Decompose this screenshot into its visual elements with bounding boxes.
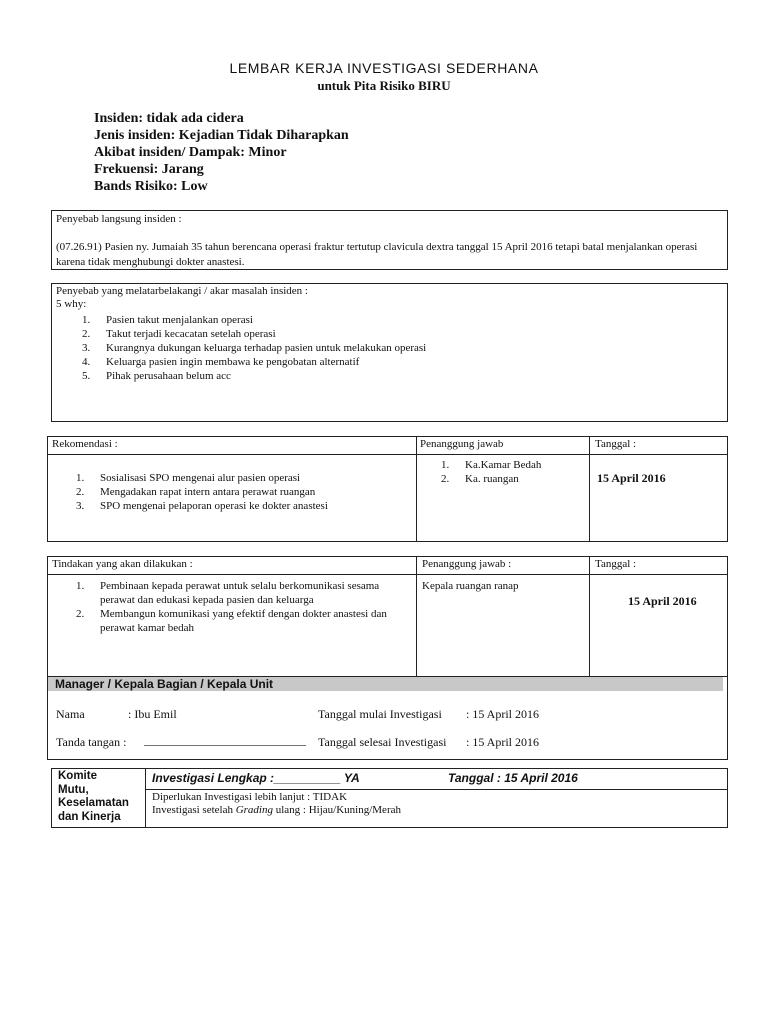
root-cause-label: Penyebab yang melatarbelakangi / akar masalah insiden : — [56, 285, 308, 297]
list-item: 3. Kurangnya dukungan keluarga terhadap pasien untuk melakukan operasi — [82, 342, 427, 354]
info-insiden: Insiden: tidak ada cidera — [94, 111, 244, 126]
list-item: 5. Pihak perusahaan belum acc — [82, 370, 231, 382]
action-pj: Kepala ruangan ranap — [422, 580, 519, 592]
action-label: Tindakan yang akan dilakukan : — [52, 558, 193, 570]
committee-label: Komite Mutu, Keselamatan dan Kinerja — [58, 770, 129, 823]
action-date: 15 April 2016 — [628, 594, 697, 608]
committee-table — [51, 768, 728, 828]
info-akibat-insiden: Akibat insiden/ Dampak: Minor — [94, 145, 287, 160]
root-cause-list — [82, 313, 426, 383]
recommendation-label: Rekomendasi : — [52, 438, 118, 450]
five-why-label: 5 why: — [56, 298, 87, 310]
list-item: 1. Pasien takut menjalankan operasi — [82, 314, 253, 326]
investigation-end-value: : 15 April 2016 — [466, 735, 540, 749]
manager-box — [47, 676, 728, 760]
manager-name-label: Nama — [56, 707, 85, 721]
info-jenis-insiden: Jenis insiden: Kejadian Tidak Diharapkan — [94, 128, 349, 143]
list-item: 2. Ka. ruangan — [441, 473, 519, 485]
page-subtitle: untuk Pita Risiko BIRU — [317, 78, 451, 93]
recommendation-pj-list — [441, 458, 541, 486]
direct-cause-text: (07.26.91) Pasien ny. Jumaiah 35 tahun berencana operasi fraktur tertutup clavicula dextra tanggal 15 April 2016 tetapi batal menjalankan operasi karena tidak menghubungi dokter anastesi. — [56, 241, 698, 268]
list-item: 1. Sosialisasi SPO mengenai alur pasien operasi — [76, 472, 301, 484]
recommendation-pj-label: Penanggung jawab — [420, 438, 504, 450]
manager-name-value: : Ibu Emil — [128, 707, 177, 721]
list-item: 2. Takut terjadi kecacatan setelah operasi — [82, 328, 276, 340]
direct-cause-box — [51, 210, 728, 270]
signature-line: ___________________________ — [144, 733, 306, 747]
manager-heading: Manager / Kepala Bagian / Kepala Unit — [55, 677, 274, 691]
action-date-label: Tanggal : — [595, 558, 637, 570]
recommendation-date-label: Tanggal : — [595, 438, 637, 450]
list-item: 2. Mengadakan rapat intern antara perawat ruangan — [76, 486, 316, 498]
action-pj-label: Penanggung jawab : — [422, 558, 512, 570]
action-table — [47, 556, 728, 677]
committee-date: Tanggal : 15 April 2016 — [448, 771, 578, 785]
list-item: 2. Membangun komunikasi yang efektif dengan dokter anastesi dan perawat kamar bedah — [76, 608, 387, 634]
list-item: 4. Keluarga pasien ingin membawa ke pengobatan alternatif — [82, 356, 360, 368]
investigation-start-label: Tanggal mulai Investigasi — [318, 707, 442, 721]
direct-cause-label: Penyebab langsung insiden : — [56, 213, 182, 225]
info-bands-risiko: Bands Risiko: Low — [94, 179, 208, 194]
incident-info — [94, 110, 349, 195]
list-item: 1. Ka.Kamar Bedah — [441, 459, 542, 471]
list-item: 3. SPO mengenai pelaporan operasi ke dokter anastesi — [76, 500, 328, 512]
complete-investigation: Investigasi Lengkap :__________ YA — [152, 771, 360, 785]
recommendation-list — [76, 471, 328, 513]
list-item: 1. Pembinaan kepada perawat untuk selalu berkomunikasi sesama perawat dan edukasi kepada pasien dan keluarga — [76, 580, 380, 606]
action-list — [76, 579, 400, 635]
recommendation-table — [47, 436, 728, 542]
root-cause-box — [51, 283, 728, 422]
recommendation-date: 15 April 2016 — [597, 471, 666, 485]
signature-label: Tanda tangan : — [56, 735, 127, 749]
grading-line: Investigasi setelah Grading ulang : Hijau/Kuning/Merah — [152, 804, 401, 816]
page-title: LEMBAR KERJA INVESTIGASI SEDERHANA — [229, 60, 539, 76]
investigation-end-label: Tanggal selesai Investigasi — [318, 735, 447, 749]
further-investigation: Diperlukan Investigasi lebih lanjut : TIDAK — [152, 791, 348, 803]
investigation-start-value: : 15 April 2016 — [466, 707, 540, 721]
info-frekuensi: Frekuensi: Jarang — [94, 162, 204, 177]
